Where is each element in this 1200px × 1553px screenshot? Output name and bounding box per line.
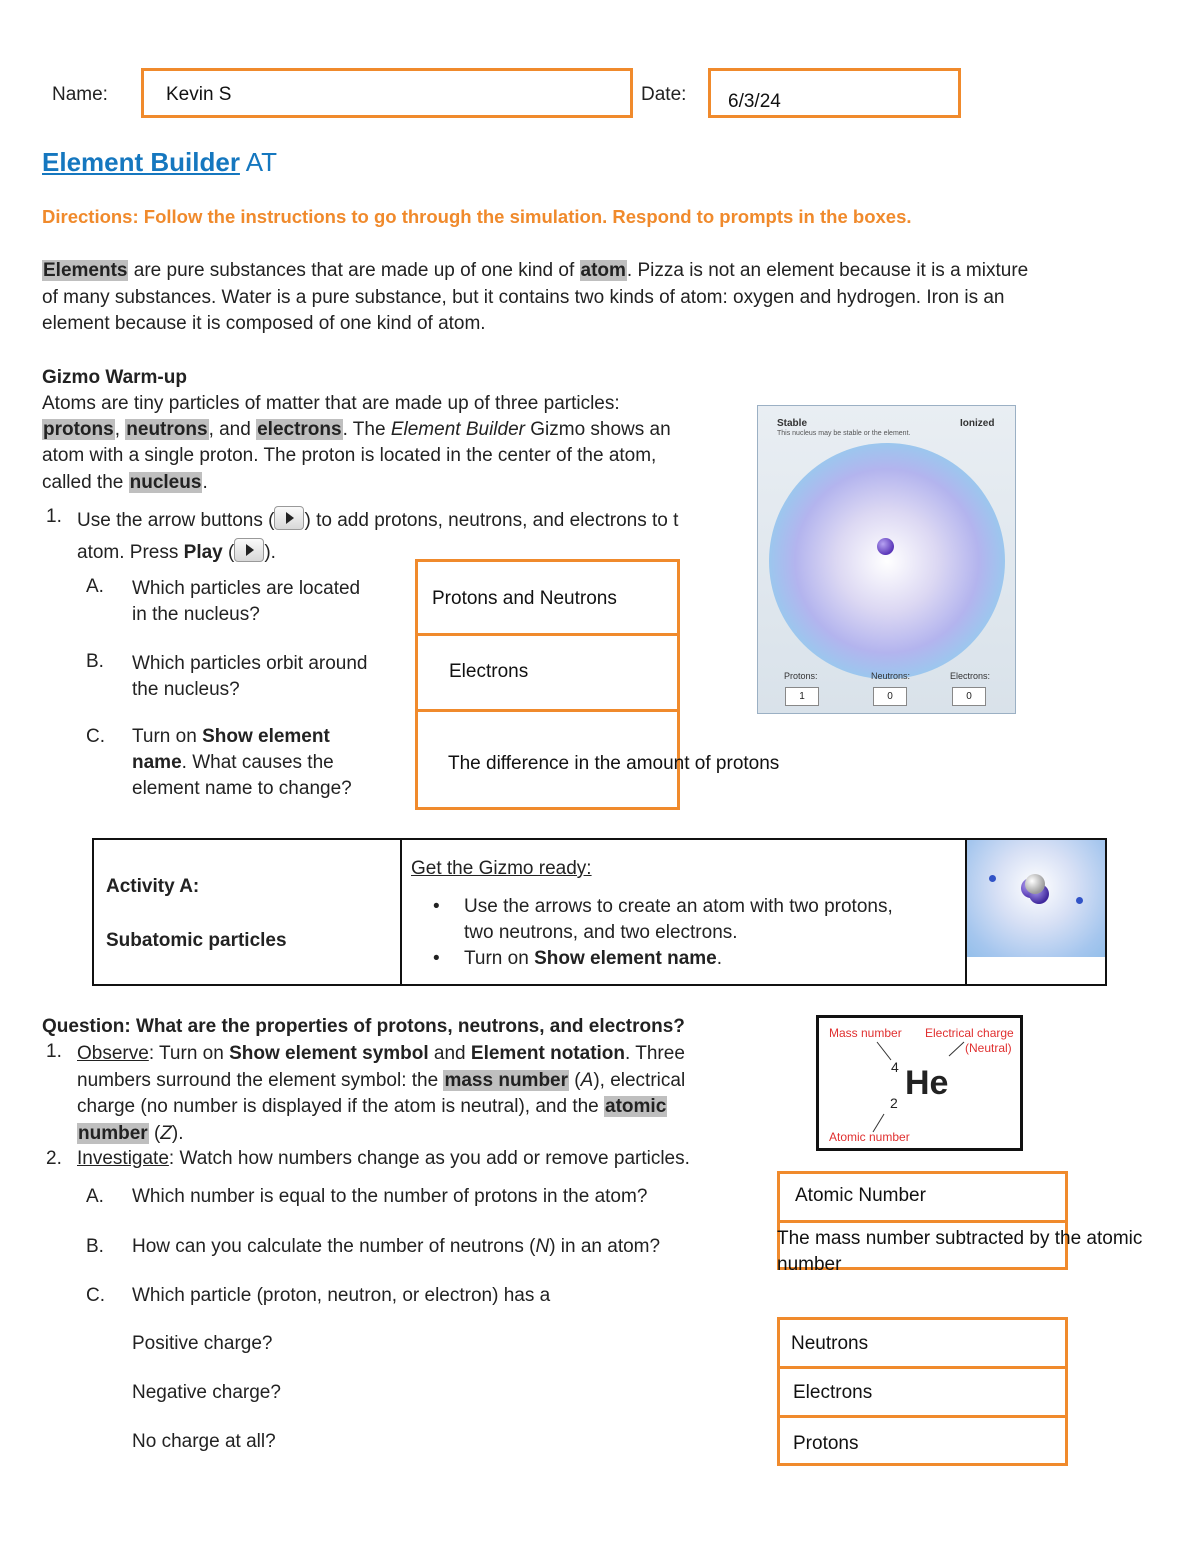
q2a-text: Which number is equal to the number of protons in the atom? [132,1186,648,1207]
answer-none: Protons [793,1433,859,1454]
mass-number-label: Mass number [829,1026,902,1040]
answer-b: Electrons [449,661,529,682]
q-none: No charge at all? [132,1431,276,1452]
term-protons: protons [43,419,114,440]
qb-text [132,651,368,703]
protons-label: Protons: [784,671,818,681]
name-value: Kevin S [166,84,232,105]
intro-text-2: . Pizza is not an element because it is a mixture [626,260,1029,281]
called-text: called the [42,472,124,493]
intro-line-3: element because it is composed of one kind of atom. [42,313,486,334]
proton-icon [877,538,894,555]
name-field[interactable] [141,68,633,118]
observe-l3a: charge (no number is displayed if the atom is neutral), and the [77,1096,599,1117]
comma: , [114,419,120,440]
period: . [202,472,208,493]
answer-positive: Neutrons [791,1333,869,1354]
bullet-2-bold: Show element name [534,948,717,969]
qc-letter: C. [86,726,105,747]
bullet-2: • Turn on Show element name. [433,948,723,969]
answer-c: The difference in the amount of protons [448,753,780,774]
term-electrons: electrons [257,419,342,440]
observe-l2a: numbers surround the element symbol: the [77,1069,439,1091]
notation-figure [816,1015,1023,1151]
play-button-icon [234,538,264,562]
activity-title-cell [93,839,401,985]
charge-label: Electrical charge [925,1026,1014,1040]
question-heading: Question: What are the properties of protons, neutrons, and electrons? [42,1016,685,1037]
answer-2b-line-2: number [777,1254,842,1275]
observe-word: Observe [77,1043,149,1064]
answer-box-b[interactable] [415,633,680,712]
observe-text [77,1041,777,1147]
nucleus-icon-3 [1025,874,1045,894]
shows-text: Gizmo shows an [530,419,671,440]
q1-text-d: ( [228,542,235,563]
q2c-letter: C. [86,1285,105,1306]
bullet-2-end: . [716,948,723,969]
q1-line-1 [77,506,757,532]
page-title [42,147,277,178]
answer-2b [777,1226,1142,1278]
mass-value: 4 [891,1059,899,1075]
answer-a: Protons and Neutrons [432,588,617,609]
qc-show: Show element [202,726,330,747]
date-value: 6/3/24 [728,91,781,112]
observe-l4a: ( [153,1122,161,1144]
qa-text [132,576,360,628]
term-neutrons: neutrons [126,419,208,440]
the-text: . The [342,419,386,440]
date-field[interactable] [708,68,961,118]
bullet-1-line-2: two neutrons, and two electrons. [464,922,738,943]
name-label: Name: [52,84,108,105]
neutral-label: (Neutral) [965,1041,1012,1055]
qa-line-2: in the nucleus? [132,604,260,625]
warmup-heading: Gizmo Warm-up [42,367,187,388]
q1-text-c: atom. Press [77,542,179,563]
qa-letter: A. [86,576,104,597]
term-elements: Elements [43,260,128,281]
qb-line-1: Which particles orbit around [132,653,368,674]
qa-line-1: Which particles are located [132,578,361,599]
and-text: , and [208,419,251,440]
gizmo-name: Element Builder [390,419,525,440]
ionized-label: Ionized [960,418,995,429]
q2b-text [132,1236,660,1258]
answer-box-2a[interactable] [777,1171,1068,1223]
helium-atom-image [967,840,1105,957]
electrons-label: Electrons: [950,671,991,681]
intro-line-1 [42,258,1162,284]
observe-sym: Show element symbol [229,1043,429,1064]
gizmo-simulation [757,405,1016,714]
answer-box-a[interactable] [415,559,680,636]
date-label: Date: [641,84,687,105]
q2c-text: Which particle (proton, neutron, or electron) has a [132,1285,551,1306]
gizmo-ready: Get the Gizmo ready: [411,858,592,879]
warmup-line-1: Atoms are tiny particles of matter that are made up of three particles: [42,393,620,414]
term-atom: atom [580,260,626,281]
qc-rest: . What causes the [181,752,334,773]
symbol-n: N [535,1236,550,1257]
qb-letter: B. [86,651,104,672]
observe-l2b: ( [574,1069,581,1091]
answer-2b-line-1: The mass number subtracted by the atomic [777,1228,1143,1249]
answer-box-none[interactable] [777,1415,1068,1466]
electron-icon-2 [1076,897,1083,904]
observe-l4b: ). [171,1122,184,1144]
answer-box-positive[interactable] [777,1317,1068,1369]
qc-turn: Turn on [132,726,197,747]
electron-cloud [769,443,1005,679]
element-symbol: He [905,1064,949,1102]
title-suffix: AT [245,147,278,177]
symbol-a: A [580,1069,594,1091]
arrow-button-icon [274,506,304,530]
observe-number: 1. [46,1041,62,1062]
q-positive: Positive charge? [132,1333,273,1354]
title-link[interactable]: Element Builder [42,147,240,177]
intro-text: are pure substances that are made up of one kind of [133,260,575,281]
answer-box-negative[interactable] [777,1366,1068,1418]
observe-l2c: ), electrical [593,1069,686,1091]
atomic-value: 2 [890,1095,898,1111]
q-negative: Negative charge? [132,1382,281,1403]
qc-text [132,724,352,802]
atomic-number-label: Atomic number [829,1130,910,1144]
answer-negative: Electrons [793,1382,873,1403]
stable-label: Stable [777,418,808,429]
qc-name: name [132,752,182,773]
investigate-text [77,1148,690,1170]
term-mass-number: mass number [444,1069,569,1091]
bullet-1-line-1: Use the arrows to create an atom with two protons, [464,896,893,917]
q1-text-b: ) to add protons, neutrons, and electrons to t [304,510,679,531]
bullet-1: • Use the arrows to create an atom with two protons, two neutrons, and two electrons. [436,894,965,946]
q1-text-e: ). [264,542,276,563]
bullet-2-turn: Turn on [464,948,529,969]
neutrons-counter[interactable]: 0 [873,687,907,706]
term-nucleus: nucleus [129,472,202,493]
activity-table [92,838,1107,986]
activity-subtitle: Subatomic particles [106,930,287,951]
warmup-line-3: atom with a single proton. The proton is located in the center of the atom, [42,445,657,466]
q2b-b: ) in an atom? [549,1236,661,1257]
qb-line-2: the nucleus? [132,679,240,700]
observe-a: : Turn on [148,1043,224,1064]
q2b-a: How can you calculate the number of neutrons ( [132,1236,536,1257]
activity-title: Activity A: [106,876,200,897]
neutrons-label: Neutrons: [871,671,911,681]
electrons-counter[interactable]: 0 [952,687,986,706]
q1-text-a: Use the arrow buttons ( [77,510,275,531]
play-word: Play [183,542,223,563]
observe-and: and [433,1043,466,1064]
protons-counter[interactable]: 1 [785,687,819,706]
directions: Directions: Follow the instructions to go through the simulation. Respond to prompts in the boxes. [42,206,912,227]
investigate-number: 2. [46,1148,62,1169]
q2a-letter: A. [86,1186,104,1207]
answer-2a: Atomic Number [795,1185,926,1206]
qc-line-3: element name to change? [132,778,352,799]
investigate-word: Investigate [77,1148,169,1169]
q2b-letter: B. [86,1236,104,1257]
observe-b: . Three [625,1043,685,1064]
q1-number: 1. [46,506,62,527]
q1-line-2 [77,538,276,564]
activity-instructions-cell [401,839,966,985]
symbol-z: Z [160,1122,172,1144]
intro-line-2: of many substances. Water is a pure substance, but it contains two kinds of atom: oxygen and hydrogen. Iron is an [42,287,1005,308]
term-atomic: atomic [605,1096,667,1117]
observe-not: Element notation [470,1043,626,1064]
term-number: number [78,1122,148,1144]
sim-subtitle: This nucleus may be stable or the element. [777,430,911,437]
activity-image-cell [966,839,1106,985]
electron-icon [989,875,996,882]
investigate-rest: : Watch how numbers change as you add or remove particles. [168,1148,690,1169]
